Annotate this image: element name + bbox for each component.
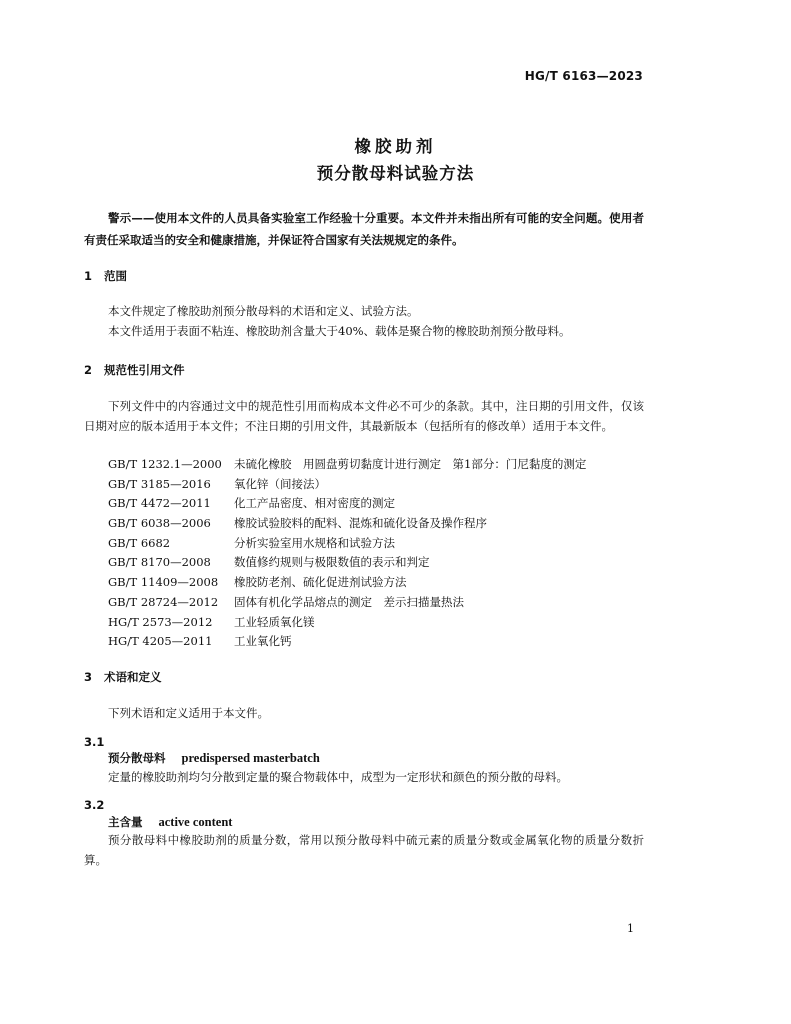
reference-code: GB/T 28724—2012 [108, 594, 219, 609]
reference-code: GB/T 8170—2008 [108, 555, 211, 570]
section-1-heading [84, 268, 127, 284]
term-number: 3.1 [84, 735, 105, 749]
reference-code: GB/T 6682 [108, 535, 171, 550]
term-english: active content [158, 815, 233, 829]
reference-title: 工业轻质氧化镁 [234, 614, 315, 629]
reference-item [108, 455, 586, 475]
term-definition: 定量的橡胶助剂均匀分散到定量的聚合物载体中，成型为一定形状和颜色的预分散的母料。 [108, 770, 568, 784]
terms-intro: 下列术语和定义适用于本文件。 [108, 706, 269, 720]
section-title: 术语和定义 [104, 670, 162, 684]
reference-title: 固体有机化学品熔点的测定 差示扫描量热法 [234, 594, 464, 609]
standard-code: HG/T 6163—2023 [524, 69, 643, 83]
reference-title: 数值修约规则与极限数值的表示和判定 [234, 555, 430, 570]
section-title: 规范性引用文件 [104, 363, 185, 377]
term-heading [108, 814, 232, 830]
reference-item [108, 632, 586, 652]
reference-title: 橡胶试验胶料的配料、混炼和硫化设备及操作程序 [234, 516, 487, 531]
term-chinese: 预分散母料 [108, 751, 166, 765]
reference-item [108, 475, 586, 495]
term-definition: 预分散母料中橡胶助剂的质量分数，常用以预分散母料中硫元素的质量分数或金属氧化物的质量分数折算。 [84, 833, 644, 867]
reference-title: 工业氧化钙 [234, 634, 292, 649]
reference-title: 化工产品密度、相对密度的测定 [234, 496, 395, 511]
document-title-line1: 橡胶助剂 [354, 137, 437, 156]
section-number: 2 [84, 363, 93, 377]
reference-code: GB/T 3185—2016 [108, 476, 211, 491]
reference-item [108, 593, 586, 613]
reference-code: GB/T 1232.1—2000 [108, 457, 222, 471]
reference-item [108, 514, 586, 534]
reference-title: 氧化锌（间接法） [234, 476, 326, 491]
reference-title: 未硫化橡胶 用圆盘剪切黏度计进行测定 第1部分：门尼黏度的测定 [234, 457, 587, 471]
reference-code: GB/T 4472—2011 [108, 496, 211, 511]
reference-title: 分析实验室用水规格和试验方法 [234, 535, 395, 550]
reference-item [108, 573, 586, 593]
reference-code: HG/T 4205—2011 [108, 634, 213, 649]
section-title: 范围 [104, 269, 127, 283]
reference-item [108, 613, 586, 633]
references-intro: 下列文件中的内容通过文中的规范性引用而构成本文件必不可少的条款。其中，注日期的引用文件，仅该日期对应的版本适用于本文件；不注日期的引用文件，其最新版本（包括所有的修改单）适用于本文件。 [84, 399, 644, 433]
reference-item [108, 553, 586, 573]
term-heading [108, 750, 320, 766]
reference-item [108, 534, 586, 554]
term-english: predispersed masterbatch [181, 751, 320, 765]
scope-paragraph-2: 本文件适用于表面不粘连、橡胶助剂含量大于40%、载体是聚合物的橡胶助剂预分散母料。 [108, 324, 571, 338]
reference-code: GB/T 6038—2006 [108, 516, 211, 531]
scope-paragraph-1: 本文件规定了橡胶助剂预分散母料的术语和定义、试验方法。 [108, 304, 419, 318]
section-3-heading [84, 669, 162, 685]
term-chinese: 主含量 [108, 815, 143, 829]
document-title-line2: 预分散母料试验方法 [316, 164, 475, 183]
reference-item [108, 494, 586, 514]
reference-list [108, 455, 586, 652]
section-number: 3 [84, 670, 93, 684]
safety-warning: 警示——使用本文件的人员具备实验室工作经验十分重要。本文件并未指出所有可能的安全问题。使用者有责任采取适当的安全和健康措施，并保证符合国家有关法规规定的条件。 [84, 211, 644, 247]
reference-title: 橡胶防老剂、硫化促进剂试验方法 [234, 575, 407, 590]
page-number: 1 [627, 922, 634, 935]
section-number: 1 [84, 269, 93, 283]
reference-code: HG/T 2573—2012 [108, 614, 213, 629]
reference-code: GB/T 11409—2008 [108, 575, 219, 590]
term-number: 3.2 [84, 798, 105, 812]
section-2-heading [84, 362, 185, 378]
